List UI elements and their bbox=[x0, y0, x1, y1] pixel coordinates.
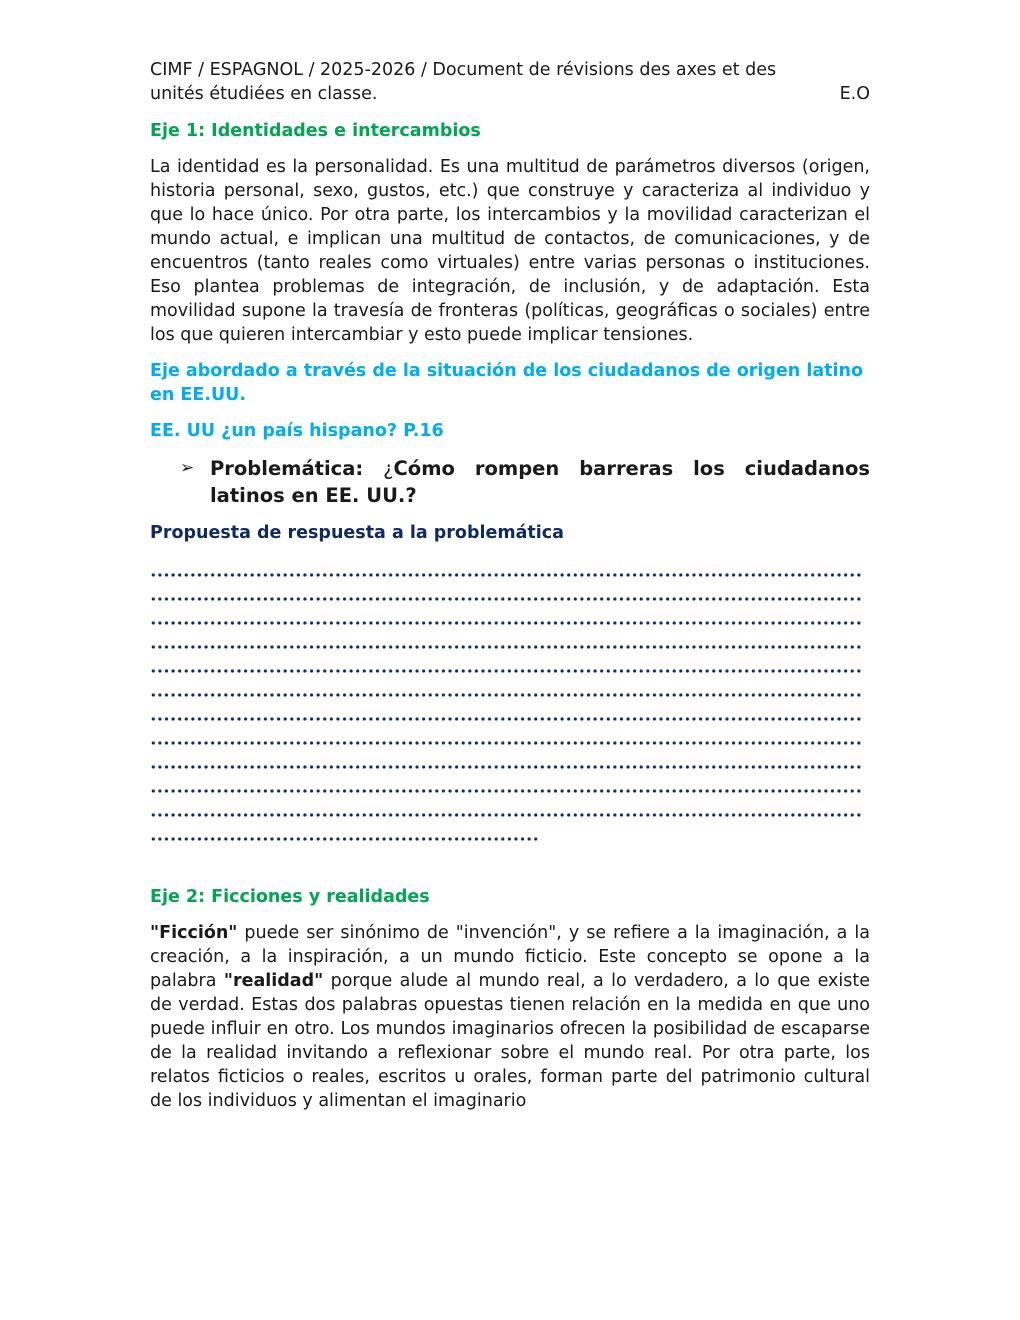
section-spacer bbox=[150, 845, 870, 885]
page-header bbox=[150, 58, 870, 106]
dotted-line-last bbox=[150, 821, 540, 845]
eje2-title: Eje 2: Ficciones y realidades bbox=[150, 887, 430, 907]
problematica-question: Cómo rompen barreras los ciudadanos latinos en EE. UU.? bbox=[210, 457, 870, 507]
eje1-paragraph: La identidad es la personalidad. Es una multitud de parámetros diversos (origen, historia personal, sexo, gustos, etc.) que construye y caracteriza al individuo y que lo hace único. Por otra parte, los intercambios y la movilidad caracterizan el mundo actual, e implican una multitud de contactos, de comunicaciones, y de encuentros (tanto reales como virtuales) entre varias personas o instituciones. Eso plantea problemas de integración, de inclusión, y de adaptación. Esta movilidad supone la travesía de fronteras (políticas, geográficas o sociales) entre los que quieren intercambiar y esto puede implicar tensiones. bbox=[150, 157, 870, 345]
header-subtitle: unités étudiées en classe. bbox=[150, 84, 378, 104]
dotted-line bbox=[150, 773, 862, 797]
arrow-bullet-icon: ➢ bbox=[180, 458, 195, 478]
header-line-1: CIMF / ESPAGNOL / 2025-2026 / Document de révisions des axes et des bbox=[150, 60, 777, 80]
eje2-text-1: puede ser sinónimo de "invención", y se refiere a la imaginación, a la creación, a la inspiración, a un mundo ficticio. Este concepto se opone a la palabra bbox=[150, 923, 870, 991]
header-line-2 bbox=[150, 82, 870, 106]
problematica-label: Problemática: bbox=[210, 457, 364, 480]
dotted-line bbox=[150, 557, 862, 581]
problematica-question-mark: ¿ bbox=[383, 457, 394, 480]
dotted-line bbox=[150, 749, 862, 773]
answer-heading: Propuesta de respuesta a la problemática bbox=[150, 523, 564, 543]
dotted-line bbox=[150, 677, 862, 701]
dotted-line bbox=[150, 653, 862, 677]
term-ficcion: "Ficción" bbox=[150, 923, 238, 943]
header-initials: E.O bbox=[839, 84, 870, 104]
page-content bbox=[150, 58, 870, 1125]
dotted-line bbox=[150, 605, 862, 629]
term-realidad: "realidad" bbox=[223, 971, 324, 991]
dotted-line bbox=[150, 725, 862, 749]
eje2-text-2: porque alude al mundo real, a lo verdadero, a lo que existe de verdad. Estas dos palabras opuestas tienen relación en la medida en que uno puede influir en otro. Los mundos imaginarios ofrecen la posibilidad de escaparse de la realidad invitando a reflexionar sobre el mundo real. Por otra parte, los relatos ficticios o reales, escritos u orales, forman parte del patrimonio cultural de los individuos y alimentan el imaginario bbox=[150, 971, 871, 1111]
answer-dotted-lines bbox=[150, 557, 862, 845]
dotted-line bbox=[150, 797, 862, 821]
eje2-paragraph bbox=[150, 921, 870, 1113]
problematica bbox=[180, 455, 870, 509]
dotted-line bbox=[150, 629, 862, 653]
eje1-approach: Eje abordado a través de la situación de los ciudadanos de origen latino en EE.UU. bbox=[150, 361, 864, 405]
eje1-unit: EE. UU ¿un país hispano? P.16 bbox=[150, 421, 444, 441]
eje1-title: Eje 1: Identidades e intercambios bbox=[150, 121, 481, 141]
problematica-text bbox=[210, 455, 870, 509]
dotted-line bbox=[150, 581, 862, 605]
dotted-line bbox=[150, 701, 862, 725]
